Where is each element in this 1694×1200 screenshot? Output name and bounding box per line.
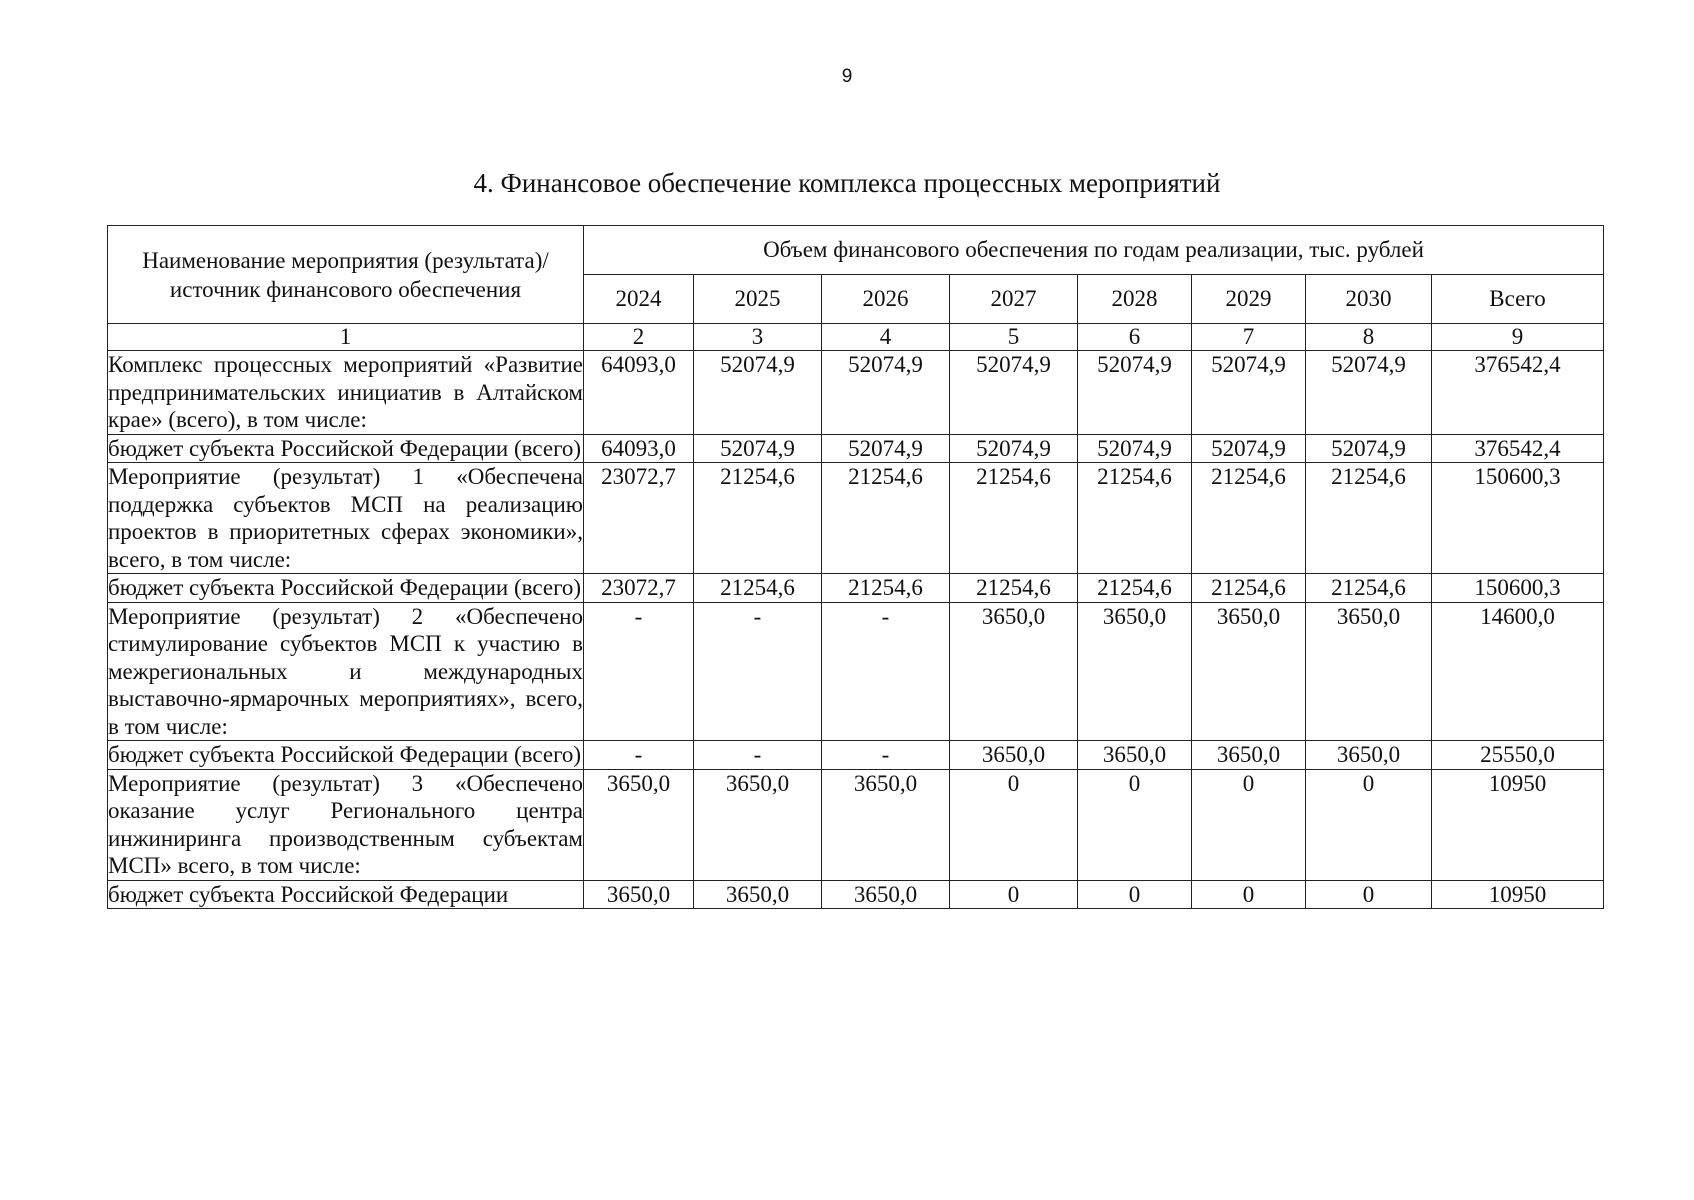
value-cell: 21254,6 <box>694 574 822 603</box>
value-cell: 3650,0 <box>1306 602 1432 741</box>
value-cell: 3650,0 <box>950 602 1078 741</box>
header-name: Наименование мероприятия (результата)/ источник финансового обеспечения <box>108 226 584 324</box>
document-title: 4. Финансовое обеспечение комплекса процессных мероприятий <box>473 168 1221 198</box>
value-cell: 52074,9 <box>1306 434 1432 463</box>
value-cell: 52074,9 <box>694 351 822 435</box>
value-cell: 21254,6 <box>822 574 950 603</box>
column-number: 6 <box>1078 324 1192 351</box>
value-cell: 3650,0 <box>1078 602 1192 741</box>
value-cell: 3650,0 <box>1306 741 1432 770</box>
value-cell: 3650,0 <box>584 769 694 880</box>
column-number: 2 <box>584 324 694 351</box>
value-cell: 3650,0 <box>950 741 1078 770</box>
value-cell: 0 <box>1078 880 1192 909</box>
value-cell: 23072,7 <box>584 463 694 574</box>
value-cell: - <box>694 602 822 741</box>
value-cell: 21254,6 <box>1306 463 1432 574</box>
year-header: 2024 <box>584 275 694 324</box>
value-cell: 21254,6 <box>694 463 822 574</box>
value-cell: 52074,9 <box>822 434 950 463</box>
header-volume: Объем финансового обеспечения по годам реализации, тыс. рублей <box>584 226 1604 275</box>
column-number: 9 <box>1432 324 1604 351</box>
value-cell: 376542,4 <box>1432 434 1604 463</box>
table-row <box>108 434 1604 463</box>
value-cell: 64093,0 <box>584 351 694 435</box>
value-cell: 21254,6 <box>950 574 1078 603</box>
value-cell: 14600,0 <box>1432 602 1604 741</box>
row-name: Комплекс процессных мероприятий «Развитие предпринимательских инициатив в Алтайском крае» (всего), в том числе: <box>108 352 583 432</box>
value-cell: 3650,0 <box>694 769 822 880</box>
value-cell: 64093,0 <box>584 434 694 463</box>
table-row <box>108 602 1604 741</box>
value-cell: 0 <box>950 880 1078 909</box>
value-cell: 52074,9 <box>1306 351 1432 435</box>
column-number: 1 <box>108 324 584 351</box>
value-cell: 0 <box>1192 880 1306 909</box>
value-cell: 52074,9 <box>1192 434 1306 463</box>
row-name: бюджет субъекта Российской Федерации (всего) <box>108 741 584 770</box>
year-header: 2028 <box>1078 275 1192 324</box>
table-row <box>108 741 1604 770</box>
row-name: Мероприятие (результат) 2 «Обеспечено стимулирование субъектов МСП к участию в межрегиональных и международных выставочно-ярмарочных мероприятиях», всего, в том числе: <box>108 603 583 739</box>
value-cell: 52074,9 <box>950 351 1078 435</box>
value-cell: 52074,9 <box>822 351 950 435</box>
value-cell: 21254,6 <box>1192 574 1306 603</box>
row-name: Мероприятие (результат) 1 «Обеспечена поддержка субъектов МСП на реализацию проектов в приоритетных сферах экономики», всего, в том числе: <box>108 464 583 572</box>
year-header: 2027 <box>950 275 1078 324</box>
table-row <box>108 351 1604 435</box>
value-cell: 21254,6 <box>1306 574 1432 603</box>
row-name: бюджет субъекта Российской Федерации (всего) <box>108 574 584 603</box>
value-cell: 0 <box>1306 769 1432 880</box>
value-cell: 150600,3 <box>1432 463 1604 574</box>
value-cell: 52074,9 <box>1078 351 1192 435</box>
value-cell: - <box>822 741 950 770</box>
value-cell: 3650,0 <box>1192 602 1306 741</box>
row-name: бюджет субъекта Российской Федерации <box>108 880 584 909</box>
column-number: 8 <box>1306 324 1432 351</box>
year-header: Всего <box>1432 275 1604 324</box>
value-cell: 25550,0 <box>1432 741 1604 770</box>
table-row <box>108 463 1604 574</box>
value-cell: 52074,9 <box>1192 351 1306 435</box>
column-number: 4 <box>822 324 950 351</box>
value-cell: 3650,0 <box>1192 741 1306 770</box>
value-cell: 52074,9 <box>950 434 1078 463</box>
year-header: 2030 <box>1306 275 1432 324</box>
value-cell: 0 <box>1078 769 1192 880</box>
value-cell: 3650,0 <box>694 880 822 909</box>
year-header: 2026 <box>822 275 950 324</box>
table-row <box>108 880 1604 909</box>
value-cell: - <box>822 602 950 741</box>
column-number: 5 <box>950 324 1078 351</box>
value-cell: 3650,0 <box>1078 741 1192 770</box>
column-number: 7 <box>1192 324 1306 351</box>
value-cell: - <box>584 741 694 770</box>
value-cell: 3650,0 <box>822 769 950 880</box>
page-number: 9 <box>841 66 853 87</box>
value-cell: 21254,6 <box>950 463 1078 574</box>
value-cell: 3650,0 <box>584 880 694 909</box>
row-name: бюджет субъекта Российской Федерации (всего) <box>108 434 584 463</box>
year-header: 2025 <box>694 275 822 324</box>
value-cell: 21254,6 <box>1078 574 1192 603</box>
value-cell: 21254,6 <box>1078 463 1192 574</box>
year-header: 2029 <box>1192 275 1306 324</box>
value-cell: 52074,9 <box>1078 434 1192 463</box>
value-cell: 10950 <box>1432 769 1604 880</box>
value-cell: 376542,4 <box>1432 351 1604 435</box>
value-cell: 52074,9 <box>694 434 822 463</box>
value-cell: 0 <box>1306 880 1432 909</box>
value-cell: 21254,6 <box>822 463 950 574</box>
financing-table <box>107 225 1604 909</box>
value-cell: 3650,0 <box>822 880 950 909</box>
table-row <box>108 574 1604 603</box>
value-cell: 0 <box>1192 769 1306 880</box>
column-number: 3 <box>694 324 822 351</box>
value-cell: - <box>584 602 694 741</box>
value-cell: - <box>694 741 822 770</box>
value-cell: 0 <box>950 769 1078 880</box>
value-cell: 21254,6 <box>1192 463 1306 574</box>
value-cell: 23072,7 <box>584 574 694 603</box>
value-cell: 150600,3 <box>1432 574 1604 603</box>
table-row <box>108 769 1604 880</box>
value-cell: 10950 <box>1432 880 1604 909</box>
row-name: Мероприятие (результат) 3 «Обеспечено оказание услуг Регионального центра инжиниринга производственным субъектам МСП» всего, в том числе: <box>108 770 583 878</box>
